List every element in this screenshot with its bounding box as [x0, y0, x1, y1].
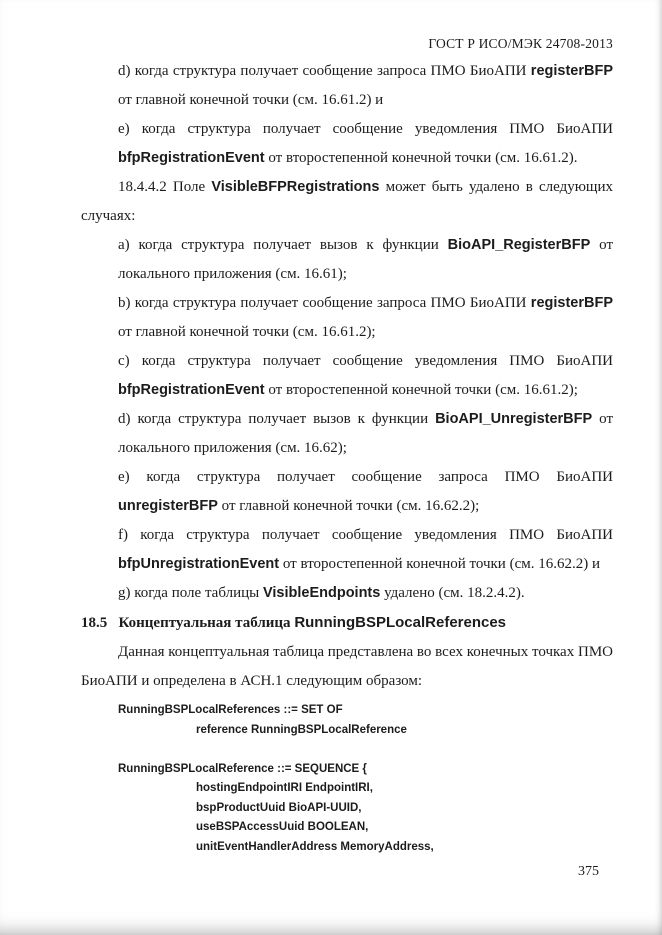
- code-line: hostingEndpointIRI EndpointIRI,: [196, 782, 373, 794]
- code-line: useBSPAccessUuid BOOLEAN,: [196, 821, 369, 833]
- list-item-f: f) когда структура получает сообщение уведомления ПМО БиоАПИ bfpUnregistrationEvent от второстепенной конечной точки (см. 16.62.2) и: [118, 527, 613, 572]
- list-item-c: c) когда структура получает сообщение уведомления ПМО БиоАПИ bfpRegistrationEvent от второстепенной конечной точки (см. 16.61.2);: [118, 353, 613, 398]
- paragraph-18-4-4-2: 18.4.4.2 Поле VisibleBFPRegistrations может быть удалено в следующих случаях:: [81, 179, 613, 224]
- code-line-blank: [118, 740, 613, 760]
- asn1-code-block: [118, 701, 613, 857]
- code-line: bspProductUuid BioAPI-UUID,: [196, 801, 362, 814]
- section-heading-18-5: 18.5 Концептуальная таблица RunningBSPLocalReferences: [81, 614, 507, 631]
- document-body: [81, 57, 613, 857]
- page-number: 375: [578, 864, 599, 879]
- list-item-e1: e) когда структура получает сообщение уведомления ПМО БиоАПИ bfpRegistrationEvent от второстепенной конечной точки (см. 16.61.2).: [118, 121, 613, 166]
- code-line: RunningBSPLocalReferences ::= SET OF: [118, 704, 343, 716]
- list-item-g: g) когда поле таблицы VisibleEndpoints удалено (см. 18.2.4.2).: [118, 585, 525, 601]
- list-item-e2: e) когда структура получает сообщение запроса ПМО БиоАПИ unregisterBFP от главной конечной точки (см. 16.62.2);: [118, 469, 613, 514]
- list-item-b: b) когда структура получает сообщение запроса ПМО БиоАПИ registerBFP от главной конечной точки (см. 16.61.2);: [118, 295, 613, 340]
- code-line: unitEventHandlerAddress MemoryAddress,: [196, 840, 434, 853]
- code-line: reference RunningBSPLocalReference: [196, 723, 407, 736]
- intro-paragraph: Данная концептуальная таблица представлена во всех конечных точках ПМО БиоАПИ и определена в АСН.1 следующим образом:: [81, 644, 613, 689]
- list-item-d1: d) когда структура получает сообщение запроса ПМО БиоАПИ registerBFP от главной конечной точки (см. 16.61.2) и: [118, 63, 613, 108]
- list-item-a: a) когда структура получает вызов к функции BioAPI_RegisterBFP от локального приложения (см. 16.61);: [118, 237, 613, 282]
- code-line: RunningBSPLocalReference ::= SEQUENCE {: [118, 762, 367, 775]
- document-header: ГОСТ Р ИСО/МЭК 24708-2013: [428, 36, 613, 51]
- list-item-d2: d) когда структура получает вызов к функции BioAPI_UnregisterBFP от локального приложения (см. 16.62);: [118, 411, 614, 456]
